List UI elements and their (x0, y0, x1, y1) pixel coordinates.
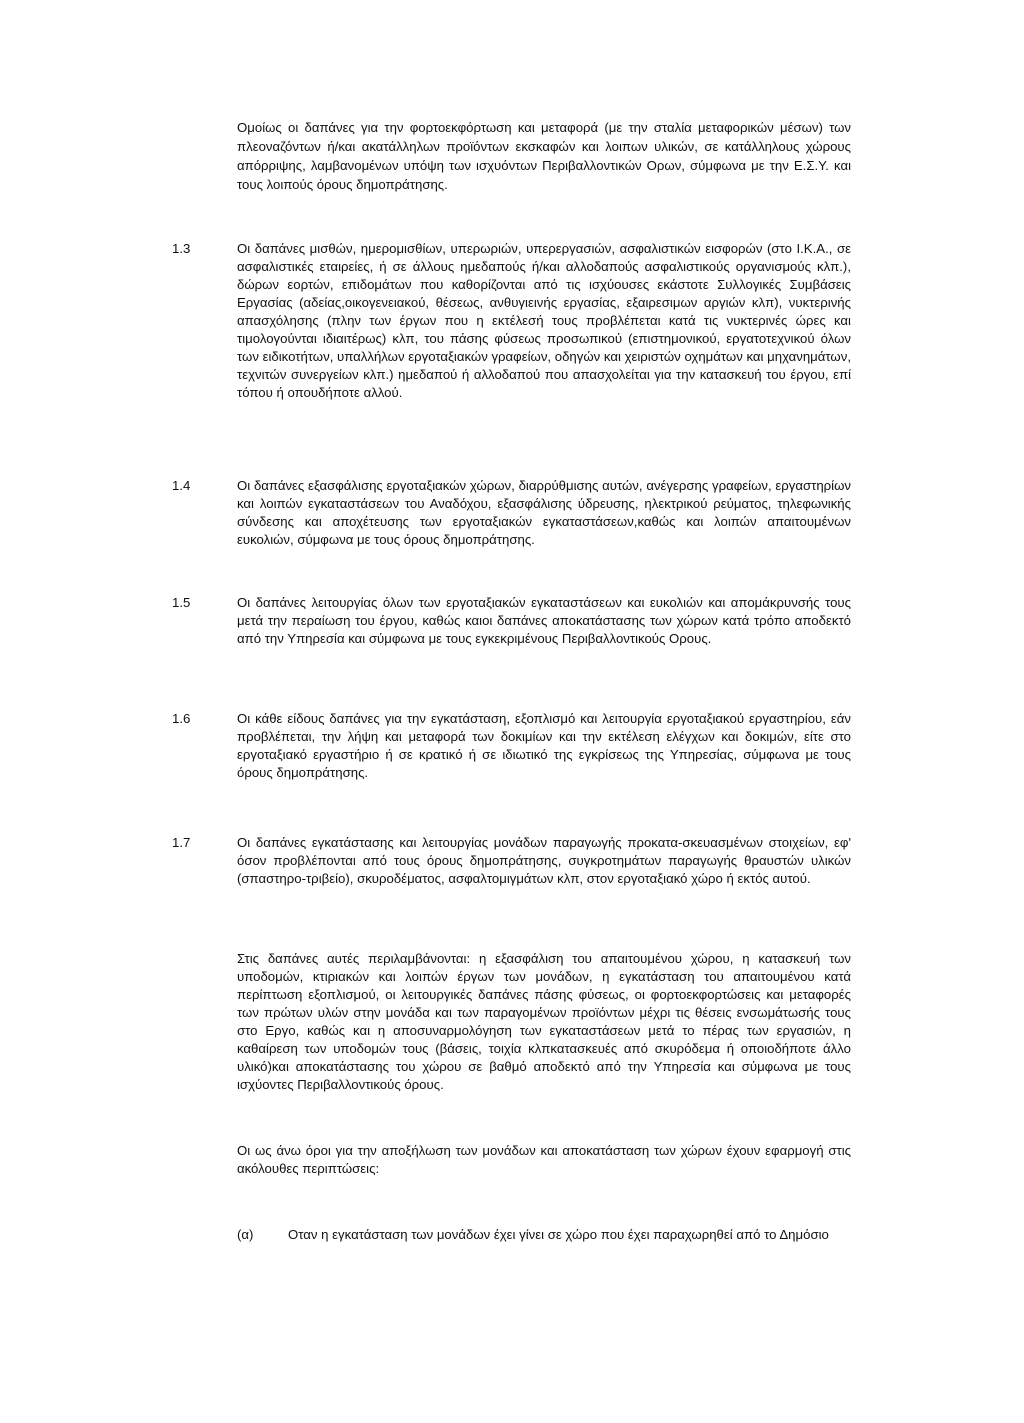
item-number: 1.3 (172, 241, 191, 256)
intro-paragraph: Ομοίως οι δαπάνες για την φορτοεκφόρτωση και μεταφορά (με την σταλία μεταφορικών μέσων) των πλεοναζόντων ή/και ακατάλληλων προϊόντων εκσκαφών και λοιπων υλικών, σε κατάλληλους χώρους απόρριψης, λαμβανομένων υπόψη των ισχυόντων Περιβαλλοντικών Ορων, σύμφωνα με την Ε.Σ.Υ. και τους λοιπούς όρους δημοπράτησης. (237, 120, 851, 192)
item-text: Οι δαπάνες εγκατάστασης και λειτουργίας μονάδων παραγωγής προκατα-σκευασμένων στοιχείων, εφ' όσον προβλέπονται από τους όρους δημοπράτησης, συγκροτημάτων παραγωγής θραυστών υλικών (σπαστηρο-τριβείο), σκυροδέματος, ασφαλτομιγμάτων κλπ, στον εργοταξιακό χώρο ή εκτός αυτού. (237, 835, 851, 886)
case-text: Οταν η εγκατάσταση των μονάδων έχει γίνει σε χώρο που έχει παραχωρηθεί από το Δημόσιο (288, 1227, 829, 1242)
item-text: Οι δαπάνες μισθών, ημερομισθίων, υπερωριών, υπερεργασιών, ασφαλιστικών εισφορών (στο Ι.Κ.Α., σε ασφαλιστικές εταιρείες, ή σε άλλους ημεδαπούς ή/και αλλοδαπούς ασφαλιστικούς οργανισμούς κλπ.), δώρων εορτών, επιδομάτων που καθορίζονται από τις ισχύουσες εκάστοτε Συλλογικές Συμβάσεις Εργασίας (αδείας,οικογενειακού, θέσεως, ανθυγιεινής εργασίας, εξαιρεσιμων αργιών κλπ), νυκτερινής απασχόλησης (πλην των έργων που η εκτέλεσή τους προβλέπεται κατά τις νυκτερινές ώρες και τιμολογούνται ιδιαιτέρως) κλπ, του πάσης φύσεως προσωπικού (επιστημονικού, εργατοτεχνικού όλων των ειδικοτήτων, υπαλλήλων εργοταξιακών γραφείων, οδηγών και χειριστών οχημάτων και μηχανημάτων, τεχνιτών συνεργείων κλπ.) ημεδαπού ή αλλοδαπού που απασχολείται για την κατασκευή του έργου, επί τόπου ή οπουδήποτε αλλού. (237, 241, 851, 400)
item-number: 1.4 (172, 478, 191, 493)
item-text: Οι δαπάνες εξασφάλισης εργοταξιακών χώρων, διαρρύθμισης αυτών, ανέγερσης γραφείων, εργαστηρίων και λοιπών εγκαταστάσεων του Αναδόχου, εξασφάλισης ύδρευσης, ηλεκτρικού ρεύματος, τηλεφωνικής σύνδεσης και αποχέτευσης των εργοταξιακών εγκαταστάσεων,καθώς και λοιπών απαιτουμένων ευκολιών, σύμφωνα με τους όρους δημοπράτησης. (237, 478, 851, 547)
case-label: (α) (237, 1227, 254, 1242)
item-number: 1.7 (172, 835, 191, 850)
included-costs-paragraph: Στις δαπάνες αυτές περιλαμβάνονται: η εξασφάλιση του απαιτουμένου χώρου, η κατασκευή των υποδομών, κτιριακών και λοιπών έργων των μονάδων, η εγκατάσταση του απαιτουμένου κατά περίπτωση εξοπλισμού, οι λειτουργικές δαπάνες πάσης φύσεως, οι φορτοεκφορτώσεις και μεταφορές των πρώτων υλών στην μονάδα και των παραγομένων προϊόντων μέχρι τις θέσεις ενσωμάτωσής τους στο Εργο, καθώς και η αποσυναρμολόγηση των εγκαταστάσεων μετά το πέρας των εργασιών, η καθαίρεση των υποδομών τους (βάσεις, τοιχία κλπκατασκευές από σκυρόδεμα ή οποιοδήποτε άλλο υλικό)και αποκατάστασης του χώρου σε βαθμό αποδεκτό από την Υπηρεσία και σύμφωνα με τους ισχύοντες Περιβαλλοντικούς όρους. (237, 951, 851, 1092)
item-number: 1.5 (172, 595, 191, 610)
item-number: 1.6 (172, 711, 191, 726)
terms-paragraph: Οι ως άνω όροι για την αποξήλωση των μονάδων και αποκατάσταση των χώρων έχουν εφαρμογή στις ακόλουθες περιπτώσεις: (237, 1143, 851, 1176)
item-text: Οι κάθε είδους δαπάνες για την εγκατάσταση, εξοπλισμό και λειτουργία εργοταξιακού εργαστηρίου, εάν προβλέπεται, την λήψη και μεταφορά των δοκιμίων και την εκτέλεση ελέγχων και δοκιμών, είτε στο εργοταξιακό εργαστήριο ή σε κρατικό ή σε ιδιωτικό της εγκρίσεως της Υπηρεσίας, σύμφωνα με τους όρους δημοπράτησης. (237, 711, 851, 780)
item-text: Οι δαπάνες λειτουργίας όλων των εργοταξιακών εγκαταστάσεων και ευκολιών και απομάκρυνσής τους μετά την περαίωση του έργου, καθώς καιοι δαπάνες αποκατάστασης των χώρων κατά τρόπο αποδεκτό από την Υπηρεσία και σύμφωνα με τους εγκεκριμένους Περιβαλλοντικούς Ορους. (237, 595, 851, 646)
